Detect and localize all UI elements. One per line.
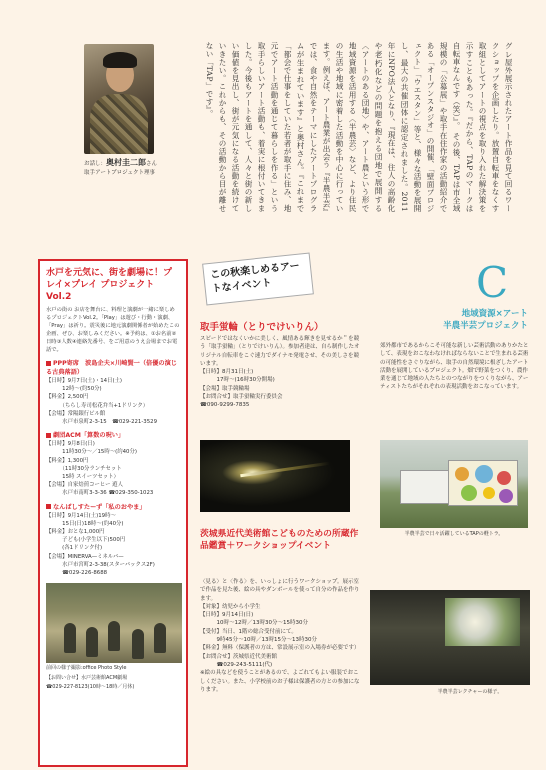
bullet-icon (46, 361, 51, 366)
event-title-text: なんばしすたーず「私のおやま」 (53, 503, 146, 511)
event-line: 【会場】常陽銀行ビル館 (46, 410, 106, 417)
bullet-icon (46, 504, 51, 509)
event-line: 子ども(小学生以下)500円 (46, 537, 126, 544)
event-line: 【日時】9月14日(土)19時〜 (46, 512, 116, 519)
event-nanbashisters (46, 503, 180, 578)
event-line: 【料金】2,500円 (46, 394, 89, 401)
event-line: ※絵の具などを使うことがあるので、よごれてもよい服装でおこしください。また、小学校前のお子様は保護者の方との参加になります。 (200, 670, 360, 693)
event-title-text: 劇団ACM「算数の呪い」 (53, 432, 125, 440)
event-line: 【お問合せ】取手蛍輪実行委員会 (200, 394, 283, 401)
shirt (90, 94, 148, 154)
interview-section (0, 0, 546, 225)
event-line: 【会場】取手競輪場 (200, 385, 250, 392)
caption-prefix: お話し： (84, 161, 107, 167)
audience-figure (132, 629, 144, 659)
truck-caption: 半農半芸で日々活躍しているTAPの軽トラ。 (404, 531, 504, 537)
bicycle-light-photo (200, 440, 350, 512)
event-line: 17時〜(16時30分開場) (200, 377, 275, 384)
event-line: 9時45分〜10時／13時15分〜13時30分 (200, 637, 317, 644)
audience-figure (64, 623, 76, 653)
truck-cargo (448, 460, 518, 506)
event-line: （11時30分ランチセット (46, 465, 122, 472)
interview-text: グレ屋外展示されたアート作品を見て回るワークショップを企画したり。放置自転車をなくす取組としてアートの視点を取り入れた解決策を示すこともあった。『だから、TAPのマークは自転車なんです（笑）』。 その後、TAPは市全域規模の「公募展」や取手在住作家の活動紹介である「オープンスタジオ」の開催、「壁面プロジェクト」「ウエスタン」等と、様々な活動を展開し、最大の共催団体に認定されました。2011年にNPO法人となり、『現在は、住人の高齢化や老朽化などの問題を抱える団地で展開する〈アートのある団地〉や、アート農という形で地域資源を活用する〈半農芸〉など、より住民の生活や地域に密着した活動を中心に行っています。例えば、アート農業が出会う『半農半芸』では、食や自然をテーマにしたアートプログラムが生まれています』と奥村さん。『これまで「都会で仕事をしていた若者が取手に住み、地元でアート活動を通じて暮らしを作る」という取手らしいアート活動も、着実に根付いてきました。今後もアートを通して、人々と街の新しい価値を見出し、街が元気になる活動を続けていきたい。これからも、その活動から目が離せない「TAP」です』。 (205, 42, 513, 212)
event-line: 【料金】無料（保護者の方は、常設展示室の入場券が必要です） (200, 645, 360, 652)
event1-title: 取手蛍輪（とりでけいりん） (200, 322, 324, 333)
truck-photo (380, 440, 528, 528)
event-line: 水戸市泉町2-3-15 ☎029-221-3529 (46, 419, 158, 426)
polka-dot (483, 487, 495, 499)
event-line: (各1ドリンク付) (46, 545, 103, 552)
event-line: （ちらし寿司松花弁当+1ドリンク） (46, 402, 149, 409)
event-line: 【日時】9月8日(日) (46, 441, 95, 448)
event-line: ☎090-9299-7835 (200, 402, 250, 409)
polka-dot (461, 485, 477, 501)
event-line: 【日時】8月31日(土) (200, 369, 254, 376)
person-suffix: さん (146, 161, 158, 167)
event1-body (200, 335, 360, 410)
section-body: 郊外都市であるからこそ可能な新しい芸術活動のありかたとして、表現をおこなわなければならないことで生まれる芸術の可能性をさぐりながら、取手の自然環境に根ざしたアート活動を展開しているプロジェクト。畑で野菜をつくり、農作業を通じて地域の人たちとのつながりをつくりながら、アーティストたちがそれぞれの表現活動をおこなっています。 (380, 343, 529, 391)
light-trail (240, 462, 330, 477)
performance-photo (46, 583, 182, 663)
section-subtitle (418, 308, 528, 332)
event-ppp-yose (46, 359, 180, 426)
event-line: 10時〜12時／13時30分〜15時30分 (200, 620, 308, 627)
feature-title-card (202, 252, 314, 305)
event-line: 水戸市宮町2-3-38(スターバックス2F) (46, 561, 155, 568)
audience-figure (108, 621, 120, 651)
event-line: 【料金】1,300円 (46, 457, 89, 464)
portrait-photo (84, 44, 154, 154)
person-name: 奥村圭二郎 (106, 158, 147, 167)
event-line: 【対象】幼児から小学生 (200, 603, 261, 610)
polka-dot (475, 465, 493, 483)
event-line: 【お問合せ】茨城県近代美術館 (200, 653, 278, 660)
audience-figure (86, 627, 98, 657)
subtitle-line: 地域資源×アート (461, 309, 528, 319)
contact-line: 【お問い合せ】水戸芸術館ACM劇場 (46, 674, 128, 681)
event-line: ☎029-243-5111(代) (200, 661, 273, 668)
event-line: 15日(日)18時〜(約40分) (46, 520, 124, 527)
projection-screen (445, 598, 520, 646)
event-line: 水戸市南町3-3-36 ☎029-350-1023 (46, 490, 154, 497)
section-letter: C (476, 258, 509, 307)
event-line: 【会場】自家焙煎コーヒー 遊人 (46, 482, 123, 489)
event-line: 【日時】9月7日(土)・14日(土) (46, 378, 123, 384)
feature-title: この秋楽しめるアートなイベント (209, 260, 301, 295)
polka-dot (497, 471, 511, 485)
truck-cab (400, 470, 450, 504)
lecture-caption: 半農半芸レクチャーの様子。 (437, 689, 503, 695)
event-line: 【料金】おとな1,000円 (46, 529, 105, 536)
event-line: 【受付】当日、1階の総合受付前にて。 (200, 628, 297, 635)
event2-description: 〈見る〉と〈作る〉を、いっしょに行うワークショップ。展示室で作品を見た後、絵の具やダンボールを使って自分の作品を作ります。 (200, 579, 360, 602)
event-line: ☎029-226-8688 (46, 570, 108, 577)
event-title (46, 431, 180, 440)
event-line: 15時 スイーツセット） (46, 474, 119, 481)
project-intro: 水戸の街の お店を舞台に、料理と演劇が一緒に楽しめるプロジェクトVol.2。「Play」は遊び・行動・演劇、「Pray」は祈り。震災後に地元演劇関係者が始めたこの企画、ぜひ、お楽しみください。※予約は、①お名前②日時③人数④連絡先番号、をご用意のうえ会場までお電話で。 (46, 307, 180, 353)
project-title: 水戸を元気に、街を劇場に！プレイ×プレイ プロジェクト Vol.2 (46, 268, 173, 302)
contact-line: ☎029-227-8123(10時〜18時／月休) (46, 684, 135, 691)
play-pray-project-box (38, 259, 188, 767)
audience-figure (154, 623, 166, 653)
photo-credit: 前回の様子撮影:office Photo Style (46, 665, 127, 672)
polka-dot (499, 489, 513, 503)
event-title-text: PPP寄席 波島企夫×川崎賢一（倍優の演じる古典落語） (46, 360, 177, 376)
event2-body (200, 578, 360, 694)
event-acm (46, 431, 180, 497)
event-line: 【日時】9月14日(日) (200, 612, 254, 619)
event-title (46, 359, 180, 377)
lecture-photo (370, 590, 530, 685)
person-role: 取手アートプロジェクト理事 (84, 170, 156, 176)
event2-title: 茨城県近代美術館こどものための所蔵作品鑑賞＋ワークショップイベント (200, 529, 359, 551)
hair (103, 52, 137, 68)
event-line: 11時30分〜／15時〜(約40分) (46, 449, 137, 456)
event-line: 12時〜(約50分) (46, 386, 102, 393)
subtitle-line: 半農半芸プロジェクト (443, 321, 528, 331)
polka-dot (455, 467, 469, 481)
bullet-icon (46, 433, 51, 438)
event1-description: スピードではなくいかに美しく、風情ある輝きを見せるか＂を競う「取手蛍輪」（とりでけいりん）。参加者達は、自ら制作したオリジナル自転車をこぐ速力でダイナモ発電させ、その美しさを競います。 (200, 336, 360, 367)
event-title (46, 503, 180, 512)
event-line: 【会場】MINERVA—ミネルバ— (46, 553, 124, 560)
